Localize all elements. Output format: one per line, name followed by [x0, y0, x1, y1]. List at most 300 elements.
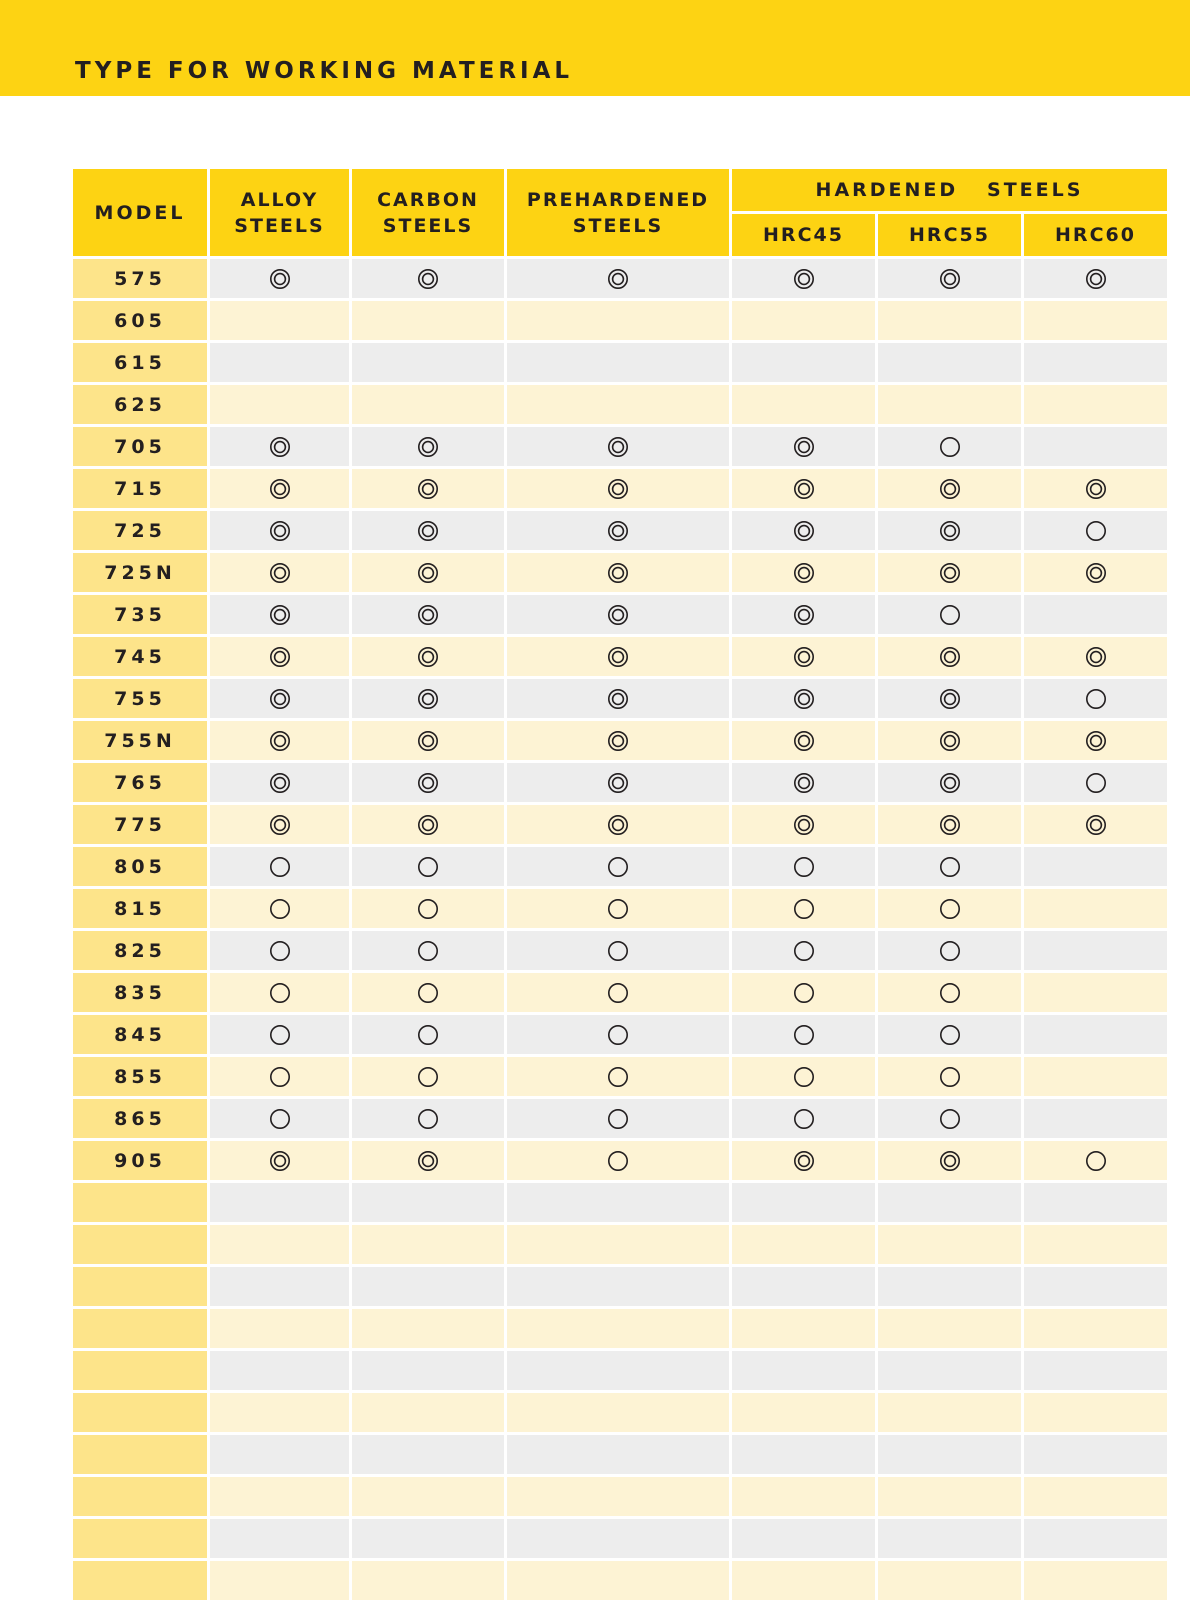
table-row — [73, 931, 1170, 973]
cell-prehardened — [507, 1267, 732, 1309]
double-circle-icon — [793, 478, 815, 500]
cell-alloy — [210, 343, 352, 385]
double-circle-icon — [607, 562, 629, 584]
double-circle-icon — [939, 730, 961, 752]
cell-hrc45 — [732, 1393, 878, 1435]
table-row — [73, 1057, 1170, 1099]
cell-hrc45 — [732, 1015, 878, 1057]
cell-hrc60 — [1024, 1561, 1170, 1603]
cell-hrc55 — [878, 1393, 1024, 1435]
circle-icon — [607, 1108, 629, 1130]
cell-hrc55 — [878, 1225, 1024, 1267]
double-circle-icon — [417, 478, 439, 500]
double-circle-icon — [939, 646, 961, 668]
table-row — [73, 469, 1170, 511]
circle-icon — [939, 856, 961, 878]
circle-icon — [417, 898, 439, 920]
double-circle-icon — [607, 730, 629, 752]
table-row — [73, 637, 1170, 679]
table-row — [73, 1309, 1170, 1351]
cell-prehardened — [507, 385, 732, 427]
cell-carbon — [352, 1099, 507, 1141]
circle-icon — [939, 604, 961, 626]
cell-hrc55 — [878, 1477, 1024, 1519]
cell-carbon — [352, 343, 507, 385]
circle-icon — [939, 940, 961, 962]
cell-carbon — [352, 1435, 507, 1477]
cell-alloy — [210, 679, 352, 721]
cell-hrc55 — [878, 973, 1024, 1015]
header-alloy-line2: STEELS — [234, 214, 325, 237]
circle-icon — [269, 898, 291, 920]
cell-hrc60 — [1024, 847, 1170, 889]
double-circle-icon — [793, 520, 815, 542]
cell-alloy — [210, 1141, 352, 1183]
cell-alloy — [210, 1351, 352, 1393]
circle-icon — [269, 940, 291, 962]
double-circle-icon — [793, 688, 815, 710]
cell-hrc60 — [1024, 259, 1170, 301]
cell-carbon — [352, 1519, 507, 1561]
cell-prehardened — [507, 511, 732, 553]
cell-prehardened — [507, 637, 732, 679]
cell-hrc60 — [1024, 931, 1170, 973]
cell-hrc55 — [878, 889, 1024, 931]
circle-icon — [939, 982, 961, 1004]
cell-alloy — [210, 1393, 352, 1435]
double-circle-icon — [269, 436, 291, 458]
model-cell: 755 — [73, 679, 210, 721]
double-circle-icon — [607, 646, 629, 668]
model-cell: 905 — [73, 1141, 210, 1183]
table-row — [73, 1477, 1170, 1519]
model-cell: 735 — [73, 595, 210, 637]
model-cell: 625 — [73, 385, 210, 427]
double-circle-icon — [417, 520, 439, 542]
cell-alloy — [210, 301, 352, 343]
cell-hrc60 — [1024, 595, 1170, 637]
cell-hrc45 — [732, 805, 878, 847]
circle-icon — [1085, 520, 1107, 542]
cell-alloy — [210, 553, 352, 595]
circle-icon — [607, 1150, 629, 1172]
circle-icon — [607, 982, 629, 1004]
cell-carbon — [352, 931, 507, 973]
double-circle-icon — [607, 520, 629, 542]
cell-hrc45 — [732, 889, 878, 931]
circle-icon — [793, 940, 815, 962]
cell-hrc60 — [1024, 1057, 1170, 1099]
cell-hrc55 — [878, 385, 1024, 427]
cell-carbon — [352, 847, 507, 889]
cell-hrc60 — [1024, 1183, 1170, 1225]
double-circle-icon — [939, 814, 961, 836]
cell-prehardened — [507, 931, 732, 973]
cell-carbon — [352, 973, 507, 1015]
cell-hrc60 — [1024, 1351, 1170, 1393]
model-cell — [73, 1561, 210, 1603]
table-row — [73, 595, 1170, 637]
model-cell: 725N — [73, 553, 210, 595]
double-circle-icon — [793, 436, 815, 458]
cell-alloy — [210, 763, 352, 805]
cell-prehardened — [507, 301, 732, 343]
cell-hrc55 — [878, 1141, 1024, 1183]
cell-alloy — [210, 847, 352, 889]
cell-hrc45 — [732, 553, 878, 595]
cell-carbon — [352, 259, 507, 301]
cell-carbon — [352, 637, 507, 679]
cell-hrc60 — [1024, 1225, 1170, 1267]
double-circle-icon — [269, 688, 291, 710]
circle-icon — [607, 1066, 629, 1088]
model-cell: 825 — [73, 931, 210, 973]
double-circle-icon — [417, 772, 439, 794]
cell-hrc60 — [1024, 1015, 1170, 1057]
cell-prehardened — [507, 1099, 732, 1141]
cell-alloy — [210, 595, 352, 637]
cell-carbon — [352, 1561, 507, 1603]
circle-icon — [607, 940, 629, 962]
table-body — [73, 259, 1170, 1603]
header-hrc45: HRC45 — [732, 214, 878, 259]
cell-alloy — [210, 511, 352, 553]
table-row — [73, 553, 1170, 595]
cell-hrc45 — [732, 847, 878, 889]
header-carbon-line1: CARBON — [377, 188, 479, 211]
cell-hrc45 — [732, 1351, 878, 1393]
table-row — [73, 1183, 1170, 1225]
double-circle-icon — [793, 268, 815, 290]
double-circle-icon — [1085, 562, 1107, 584]
table-row — [73, 301, 1170, 343]
double-circle-icon — [607, 604, 629, 626]
cell-prehardened — [507, 889, 732, 931]
cell-prehardened — [507, 427, 732, 469]
cell-hrc55 — [878, 805, 1024, 847]
circle-icon — [269, 856, 291, 878]
cell-hrc60 — [1024, 1435, 1170, 1477]
cell-hrc60 — [1024, 553, 1170, 595]
cell-alloy — [210, 1099, 352, 1141]
cell-hrc60 — [1024, 343, 1170, 385]
cell-hrc55 — [878, 1435, 1024, 1477]
model-cell: 715 — [73, 469, 210, 511]
cell-alloy — [210, 1477, 352, 1519]
model-cell: 765 — [73, 763, 210, 805]
model-cell: 775 — [73, 805, 210, 847]
cell-hrc55 — [878, 595, 1024, 637]
double-circle-icon — [269, 604, 291, 626]
cell-hrc45 — [732, 511, 878, 553]
double-circle-icon — [939, 478, 961, 500]
cell-hrc45 — [732, 1099, 878, 1141]
table-row — [73, 973, 1170, 1015]
cell-hrc45 — [732, 931, 878, 973]
cell-hrc45 — [732, 679, 878, 721]
model-cell: 605 — [73, 301, 210, 343]
cell-carbon — [352, 385, 507, 427]
table-row — [73, 1393, 1170, 1435]
cell-hrc45 — [732, 1309, 878, 1351]
cell-hrc55 — [878, 1267, 1024, 1309]
cell-alloy — [210, 1183, 352, 1225]
cell-prehardened — [507, 553, 732, 595]
cell-carbon — [352, 1057, 507, 1099]
circle-icon — [417, 1108, 439, 1130]
cell-hrc60 — [1024, 1141, 1170, 1183]
cell-hrc60 — [1024, 973, 1170, 1015]
cell-prehardened — [507, 595, 732, 637]
cell-carbon — [352, 1141, 507, 1183]
cell-prehardened — [507, 1351, 732, 1393]
circle-icon — [793, 898, 815, 920]
model-cell — [73, 1519, 210, 1561]
model-cell — [73, 1351, 210, 1393]
cell-prehardened — [507, 1309, 732, 1351]
cell-hrc45 — [732, 1519, 878, 1561]
double-circle-icon — [269, 1150, 291, 1172]
circle-icon — [417, 856, 439, 878]
model-cell — [73, 1225, 210, 1267]
cell-prehardened — [507, 1141, 732, 1183]
cell-alloy — [210, 931, 352, 973]
cell-prehardened — [507, 1519, 732, 1561]
cell-prehardened — [507, 1393, 732, 1435]
double-circle-icon — [417, 730, 439, 752]
cell-alloy — [210, 1267, 352, 1309]
circle-icon — [793, 856, 815, 878]
circle-icon — [1085, 688, 1107, 710]
header-model: MODEL — [73, 169, 210, 259]
double-circle-icon — [793, 730, 815, 752]
circle-icon — [793, 1066, 815, 1088]
circle-icon — [417, 940, 439, 962]
table-row — [73, 847, 1170, 889]
cell-carbon — [352, 595, 507, 637]
cell-prehardened — [507, 973, 732, 1015]
cell-carbon — [352, 679, 507, 721]
double-circle-icon — [793, 814, 815, 836]
cell-hrc45 — [732, 721, 878, 763]
cell-alloy — [210, 1015, 352, 1057]
double-circle-icon — [269, 562, 291, 584]
cell-alloy — [210, 1561, 352, 1603]
cell-carbon — [352, 1267, 507, 1309]
double-circle-icon — [417, 604, 439, 626]
circle-icon — [417, 1066, 439, 1088]
circle-icon — [417, 1024, 439, 1046]
cell-hrc55 — [878, 469, 1024, 511]
double-circle-icon — [417, 1150, 439, 1172]
table-row — [73, 1141, 1170, 1183]
double-circle-icon — [607, 772, 629, 794]
model-cell — [73, 1267, 210, 1309]
cell-hrc55 — [878, 427, 1024, 469]
model-cell: 855 — [73, 1057, 210, 1099]
circle-icon — [607, 898, 629, 920]
double-circle-icon — [269, 730, 291, 752]
cell-alloy — [210, 1057, 352, 1099]
cell-hrc60 — [1024, 1393, 1170, 1435]
table-row — [73, 259, 1170, 301]
double-circle-icon — [793, 772, 815, 794]
cell-carbon — [352, 805, 507, 847]
cell-prehardened — [507, 847, 732, 889]
header-carbon-line2: STEELS — [382, 214, 474, 237]
double-circle-icon — [1085, 814, 1107, 836]
cell-alloy — [210, 259, 352, 301]
cell-prehardened — [507, 1015, 732, 1057]
cell-prehardened — [507, 343, 732, 385]
circle-icon — [793, 982, 815, 1004]
cell-prehardened — [507, 721, 732, 763]
cell-hrc55 — [878, 1057, 1024, 1099]
table-row — [73, 805, 1170, 847]
cell-hrc45 — [732, 427, 878, 469]
model-cell: 835 — [73, 973, 210, 1015]
cell-hrc55 — [878, 847, 1024, 889]
table-row — [73, 1099, 1170, 1141]
cell-carbon — [352, 553, 507, 595]
cell-prehardened — [507, 763, 732, 805]
cell-alloy — [210, 385, 352, 427]
cell-carbon — [352, 511, 507, 553]
double-circle-icon — [607, 478, 629, 500]
cell-carbon — [352, 301, 507, 343]
cell-hrc55 — [878, 1351, 1024, 1393]
circle-icon — [607, 1024, 629, 1046]
table-row — [73, 511, 1170, 553]
double-circle-icon — [417, 646, 439, 668]
cell-carbon — [352, 1351, 507, 1393]
cell-hrc55 — [878, 931, 1024, 973]
double-circle-icon — [417, 436, 439, 458]
model-cell: 705 — [73, 427, 210, 469]
circle-icon — [1085, 772, 1107, 794]
cell-hrc45 — [732, 1435, 878, 1477]
cell-alloy — [210, 973, 352, 1015]
cell-alloy — [210, 1225, 352, 1267]
double-circle-icon — [417, 688, 439, 710]
cell-hrc55 — [878, 1183, 1024, 1225]
circle-icon — [793, 1024, 815, 1046]
cell-hrc55 — [878, 301, 1024, 343]
model-cell — [73, 1183, 210, 1225]
cell-hrc45 — [732, 343, 878, 385]
page-title: TYPE FOR WORKING MATERIAL — [75, 58, 574, 84]
cell-hrc55 — [878, 1099, 1024, 1141]
header-hrc55: HRC55 — [878, 214, 1024, 259]
cell-alloy — [210, 721, 352, 763]
header-banner — [0, 0, 1190, 96]
cell-hrc55 — [878, 763, 1024, 805]
table-row — [73, 427, 1170, 469]
cell-prehardened — [507, 1183, 732, 1225]
model-cell: 755N — [73, 721, 210, 763]
table-row — [73, 1267, 1170, 1309]
table-row — [73, 1015, 1170, 1057]
circle-icon — [269, 1024, 291, 1046]
double-circle-icon — [793, 646, 815, 668]
cell-prehardened — [507, 1435, 732, 1477]
cell-hrc55 — [878, 1519, 1024, 1561]
cell-hrc45 — [732, 1477, 878, 1519]
cell-alloy — [210, 1519, 352, 1561]
cell-hrc55 — [878, 721, 1024, 763]
cell-prehardened — [507, 1477, 732, 1519]
cell-carbon — [352, 1309, 507, 1351]
cell-alloy — [210, 805, 352, 847]
double-circle-icon — [793, 604, 815, 626]
material-table — [73, 169, 1170, 1603]
cell-hrc60 — [1024, 679, 1170, 721]
cell-hrc45 — [732, 595, 878, 637]
cell-alloy — [210, 427, 352, 469]
double-circle-icon — [269, 520, 291, 542]
cell-prehardened — [507, 805, 732, 847]
table-row — [73, 1519, 1170, 1561]
header-alloy-line1: ALLOY — [240, 188, 319, 211]
cell-hrc45 — [732, 973, 878, 1015]
cell-carbon — [352, 1477, 507, 1519]
cell-hrc45 — [732, 763, 878, 805]
model-cell: 745 — [73, 637, 210, 679]
cell-alloy — [210, 469, 352, 511]
double-circle-icon — [269, 478, 291, 500]
double-circle-icon — [793, 562, 815, 584]
cell-hrc60 — [1024, 427, 1170, 469]
cell-carbon — [352, 427, 507, 469]
cell-hrc45 — [732, 1057, 878, 1099]
double-circle-icon — [939, 1150, 961, 1172]
model-cell: 725 — [73, 511, 210, 553]
model-cell — [73, 1435, 210, 1477]
cell-hrc45 — [732, 1267, 878, 1309]
cell-hrc55 — [878, 1561, 1024, 1603]
double-circle-icon — [607, 436, 629, 458]
header-prehardened-line1: PREHARDENED — [526, 188, 710, 211]
cell-carbon — [352, 1225, 507, 1267]
cell-hrc60 — [1024, 721, 1170, 763]
double-circle-icon — [417, 814, 439, 836]
cell-alloy — [210, 1435, 352, 1477]
cell-prehardened — [507, 469, 732, 511]
cell-hrc60 — [1024, 385, 1170, 427]
double-circle-icon — [939, 520, 961, 542]
circle-icon — [939, 436, 961, 458]
model-cell: 845 — [73, 1015, 210, 1057]
cell-hrc45 — [732, 1561, 878, 1603]
cell-hrc60 — [1024, 1099, 1170, 1141]
double-circle-icon — [1085, 646, 1107, 668]
header-hrc60: HRC60 — [1024, 214, 1170, 259]
circle-icon — [607, 856, 629, 878]
header-carbon-steels — [352, 169, 507, 259]
circle-icon — [793, 1108, 815, 1130]
cell-hrc55 — [878, 1015, 1024, 1057]
cell-hrc45 — [732, 385, 878, 427]
double-circle-icon — [793, 1150, 815, 1172]
cell-hrc45 — [732, 1183, 878, 1225]
cell-carbon — [352, 1183, 507, 1225]
header-hardened-steels: HARDENED STEELS — [732, 169, 1170, 214]
cell-hrc55 — [878, 679, 1024, 721]
model-cell — [73, 1393, 210, 1435]
cell-prehardened — [507, 259, 732, 301]
double-circle-icon — [607, 814, 629, 836]
double-circle-icon — [417, 562, 439, 584]
